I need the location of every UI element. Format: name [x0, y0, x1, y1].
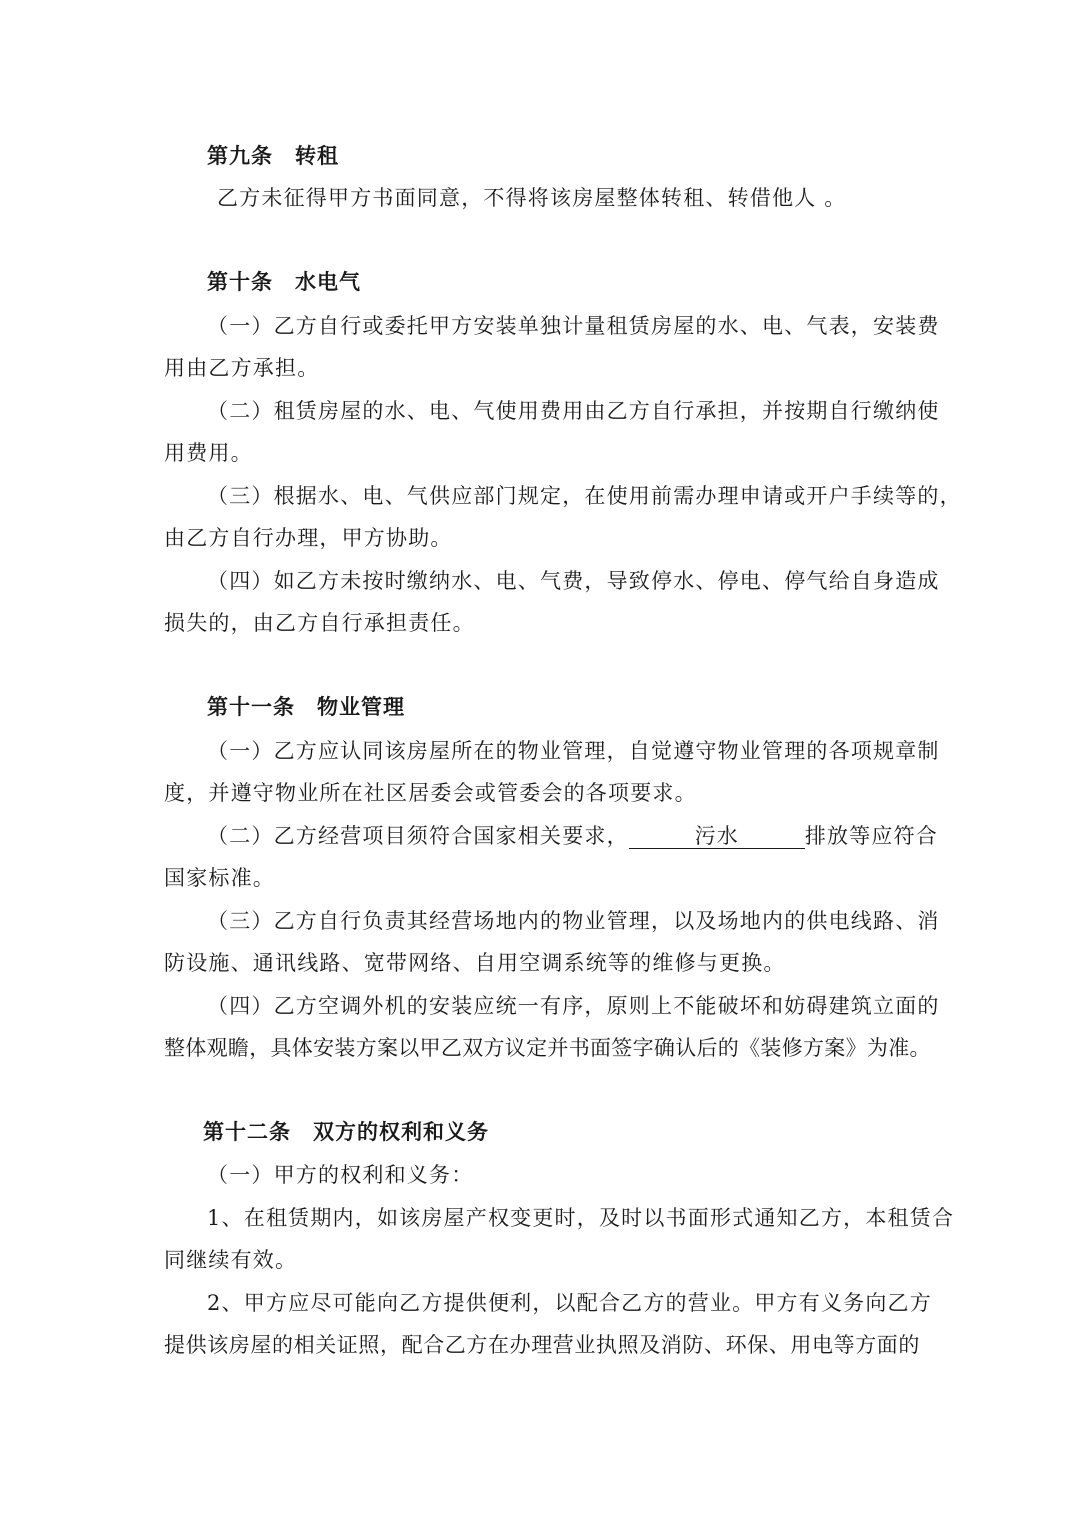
article-11-clause-2-line-2: 国家标准。	[164, 866, 275, 890]
article-11-clause-4-line-2: 整体观瞻，具体安装方案以甲乙双方议定并书面签字确认后的《装修方案》为准。	[164, 1036, 931, 1060]
article-12-subsection-1: （一）甲方的权利和义务：	[207, 1163, 474, 1187]
article-10-clause-1-line-1: （一）乙方自行或委托甲方安装单独计量租赁房屋的水、电、气表，安装费	[207, 314, 940, 338]
article-11-clause-2-line-1	[207, 820, 938, 850]
article-11-clause-3-line-2: 防设施、通讯线路、宽带网络、自用空调系统等的维修与更换。	[164, 951, 786, 975]
article-12-title: 第十二条 双方的权利和义务	[203, 1119, 489, 1144]
article-10-clause-2-line-2: 用费用。	[164, 441, 253, 465]
article-11-clause-1-line-2: 度，并遵守物业所在社区居委会或管委会的各项要求。	[164, 781, 697, 805]
article-10-clause-2-line-1: （二）租赁房屋的水、电、气使用费用由乙方自行承担，并按期自行缴纳使	[207, 399, 940, 423]
article-9-title: 第九条 转租	[207, 143, 339, 168]
article-10-title: 第十条 水电气	[207, 269, 361, 294]
article-11-title: 第十一条 物业管理	[207, 694, 405, 719]
article-12-item-1-line-2: 同继续有效。	[164, 1248, 298, 1272]
article-10-clause-1-line-2: 用由乙方承担。	[164, 356, 320, 380]
article-12-item-2-line-2: 提供该房屋的相关证照，配合乙方在办理营业执照及消防、环保、用电等方面的	[164, 1333, 920, 1357]
article-11-clause-2-text-after: 排放等应符合	[804, 824, 939, 848]
article-11-clause-3-line-1: （三）乙方自行负责其经营场地内的物业管理，以及场地内的供电线路、消	[207, 909, 940, 933]
article-10-clause-4-line-1: （四）如乙方未按时缴纳水、电、气费，导致停水、停电、停气给自身造成	[207, 569, 940, 593]
article-11-clause-2-text-before: （二）乙方经营项目须符合国家相关要求，	[207, 824, 629, 848]
article-10-clause-3-line-2: 由乙方自行办理，甲方协助。	[164, 526, 453, 550]
article-11-clause-4-line-1: （四）乙方空调外机的安装应统一有序，原则上不能破坏和妨碍建筑立面的	[207, 994, 940, 1018]
article-12-item-1-line-1: 1、在租赁期内，如该房屋产权变更时，及时以书面形式通知乙方，本租赁合	[207, 1206, 955, 1230]
article-11-clause-1-line-1: （一）乙方应认同该房屋所在的物业管理，自觉遵守物业管理的各项规章制	[207, 739, 940, 763]
article-10-clause-4-line-2: 损失的，由乙方自行承担责任。	[164, 611, 475, 635]
sewage-fill-blank: 污水	[629, 824, 805, 849]
article-10-clause-3-line-1: （三）根据水、电、气供应部门规定，在使用前需办理申请或开户手续等的，	[207, 484, 962, 508]
article-12-item-2-line-1: 2、甲方应尽可能向乙方提供便利，以配合乙方的营业。甲方有义务向乙方	[207, 1291, 932, 1315]
article-9-paragraph: 乙方未征得甲方书面同意，不得将该房屋整体转租、转借他人 。	[217, 186, 847, 210]
